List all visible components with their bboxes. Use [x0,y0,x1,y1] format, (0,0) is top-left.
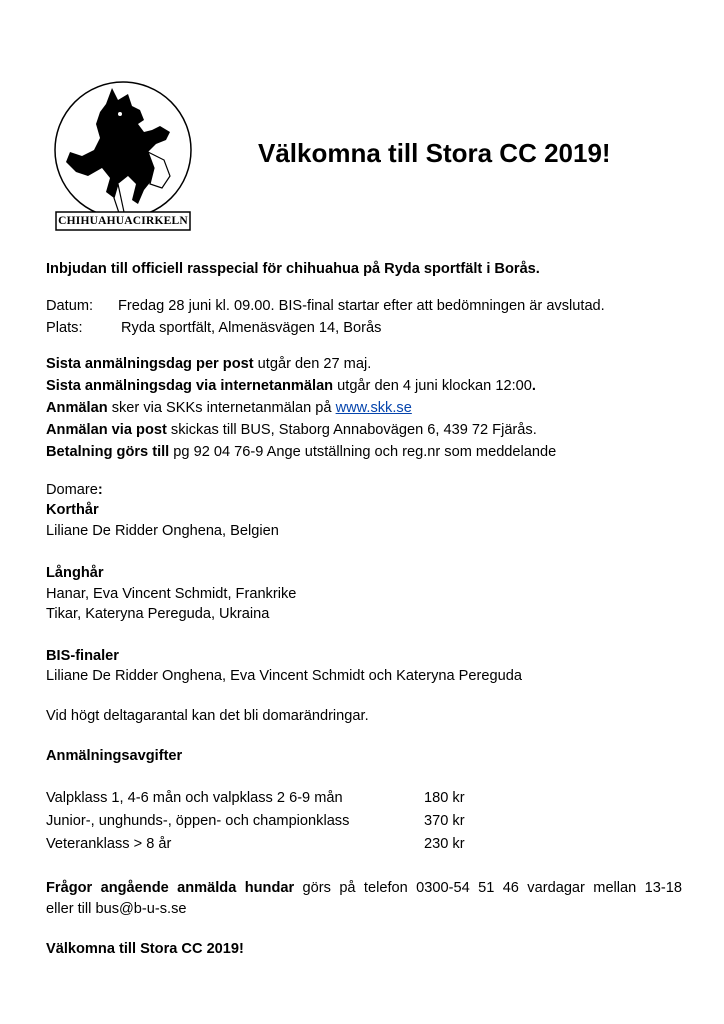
post-registration-line [46,420,537,441]
judge-change-note: Vid högt deltagarantal kan det bli domarändringar. [46,708,369,724]
online-deadline-bold: Sista anmälningsdag via internetanmälan [46,378,334,394]
place-label: Plats: [46,320,83,336]
post-deadline-line [46,354,371,375]
shorthair-judge: Liliane De Ridder Onghena, Belgien [46,523,279,539]
logo-text: CHIHUAHUACIRKELN [58,215,188,227]
longhair-males: Hanar, Eva Vincent Schmidt, Frankrike [46,586,297,602]
fees-heading: Anmälningsavgifter [46,748,183,764]
post-bold: Anmälan via post [46,422,167,438]
post-deadline-bold: Sista anmälningsdag per post [46,356,254,372]
payment-line [46,442,556,463]
closing-text: Välkomna till Stora CC 2019! [46,941,244,957]
fee-row-label: Junior-, unghunds-, öppen- och championklass [46,813,350,829]
online-bold: Anmälan [46,400,108,416]
online-rest: sker via SKKs internetanmälan på [107,400,336,416]
longhair-heading: Långhår [46,565,104,581]
judges-label-colon: : [97,482,103,498]
fee-row-price: 180 kr [424,790,465,806]
bis-judges: Liliane De Ridder Onghena, Eva Vincent Schmidt och Kateryna Pereguda [46,668,522,684]
club-logo [48,80,198,240]
invitation-text: Inbjudan till officiell rasspecial för chihuahua på Ryda sportfält i Borås. [46,261,540,277]
contact-email-line: eller till bus@b-u-s.se [46,901,187,917]
date-value: Fredag 28 juni kl. 09.00. BIS-final startar efter att bedömningen är avslutad. [118,298,605,314]
fee-row-price: 230 kr [424,836,465,852]
skk-link[interactable]: www.skk.se [335,400,412,416]
payment-bold: Betalning görs till [46,444,170,460]
longhair-females: Tikar, Kateryna Pereguda, Ukraina [46,606,270,622]
online-deadline-end: . [531,378,536,394]
contact-rest: görs på telefon 0300-54 51 46 vardagar mellan 13-18 [294,880,682,896]
date-label: Datum: [46,298,94,314]
contact-line [46,878,682,899]
fee-row-label: Veteranklass > 8 år [46,836,172,852]
judges-label-line [46,480,103,501]
fee-row-price: 370 kr [424,813,465,829]
page-title: Välkomna till Stora CC 2019! [258,138,611,168]
online-deadline-line [46,376,536,397]
shorthair-heading: Korthår [46,502,99,518]
bis-heading: BIS-finaler [46,648,119,664]
payment-rest: pg 92 04 76-9 Ange utställning och reg.nr som meddelande [169,444,557,460]
online-deadline-rest: utgår den 4 juni klockan 12:00 [333,378,532,394]
judges-label: Domare [46,482,98,498]
online-registration-line [46,398,412,419]
contact-bold: Frågor angående anmälda hundar [46,880,295,896]
post-rest: skickas till BUS, Staborg Annabovägen 6, 439 72 Fjärås. [166,422,537,438]
post-deadline-rest: utgår den 27 maj. [253,356,372,372]
fee-row-label: Valpklass 1, 4-6 mån och valpklass 2 6-9 mån [46,790,343,806]
place-value: Ryda sportfält, Almenäsvägen 14, Borås [121,320,382,336]
